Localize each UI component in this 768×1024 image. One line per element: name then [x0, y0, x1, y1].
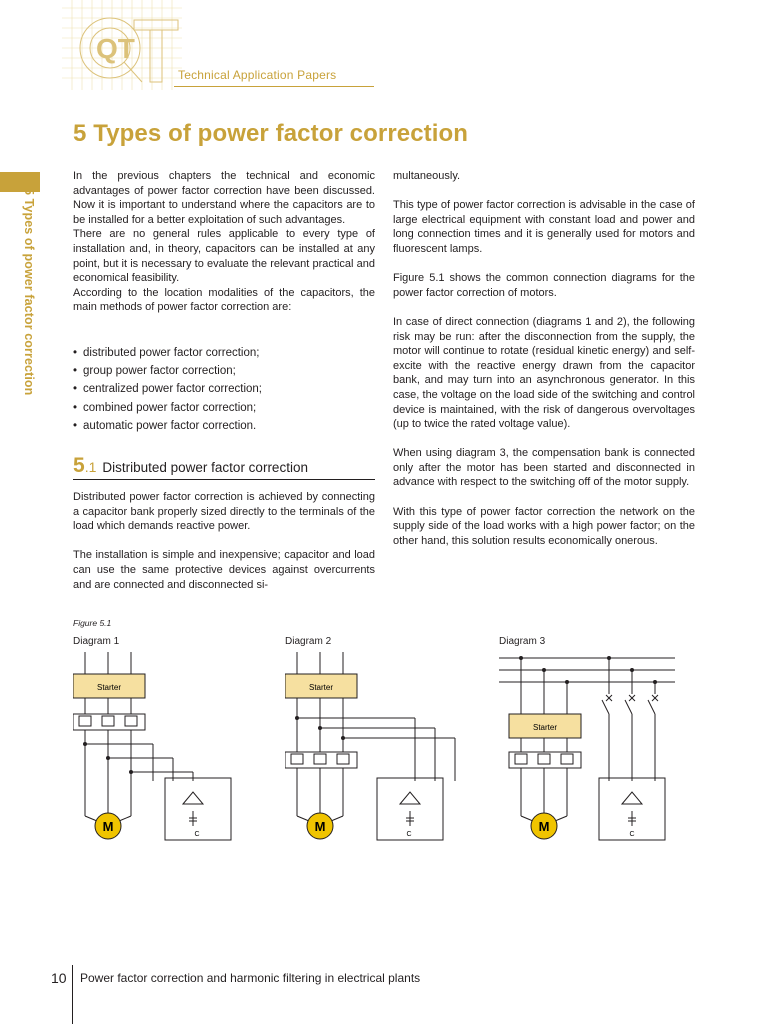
capacitor-label: C [629, 831, 635, 838]
side-chapter-label: 5 Types of power factor correction [22, 188, 36, 396]
methods-list [73, 344, 262, 435]
diagram-2 [285, 636, 515, 846]
header-rule [174, 86, 374, 87]
list-item: • combined power factor correction; [73, 399, 262, 417]
section-body [73, 490, 375, 607]
qt-logo [52, 0, 202, 100]
section-subnumber: .1 [84, 459, 97, 475]
diagram-2-schematic [285, 636, 515, 846]
paragraph: When using diagram 3, the compensation bank is connected only after the motor has been started and disconnected in advance with respect to the switching off of the motor supply. [393, 447, 695, 489]
diagram-title: Diagram 2 [285, 636, 332, 647]
paragraph: This type of power factor correction is advisable in the case of large electrical equipment with constant load and power and long connection times and it is generally used for motors and fluorescent lamps. [393, 199, 695, 255]
series-title: Technical Application Papers [178, 68, 337, 82]
section-title: Distributed power factor correction [102, 460, 308, 475]
paragraph: Figure 5.1 shows the common connection diagrams for the power factor correction of motors. [393, 272, 695, 299]
chapter-title: 5 Types of power factor correction [73, 120, 469, 147]
motor-label: M [314, 819, 326, 834]
footer-rule [72, 965, 73, 1024]
figure-label: Figure 5.1 [73, 618, 112, 628]
paragraph: In case of direct connection (diagrams 1 and 2), the following risk may be run: after the disconnection from the supply, the motor will continue to rotate (residual kinetic energy) and self-excite with the reactive energy drawn from the capacitor bank, and may turn into an asynchronous generator. In this case, the voltage on the load side of the switching and control device is maintained, with the risk of dangerous overvoltages (up to twice the rated voltage value). [393, 315, 695, 431]
paragraph: According to the location modalities of the capacitors, the main methods of power factor correction are: [73, 286, 375, 314]
capacitor-label: C [194, 831, 200, 838]
paragraph: Distributed power factor correction is achieved by connecting a capacitor bank properly sized directly to the terminals of the load which demands reactive power. [73, 491, 375, 533]
starter-label: Starter [96, 683, 122, 692]
list-item: • automatic power factor correction. [73, 417, 262, 435]
column-2 [393, 169, 695, 563]
paragraph: The installation is simple and inexpensive; capacitor and load can use the same protective devices against overcurrents and are connected and disconnected si- [73, 549, 375, 591]
paragraph: There are no general rules applicable to every type of installation and, in theory, capacitors can be installed at any point, but it is necessary to evaluate the relevant practical and economical feasibility. [73, 228, 375, 285]
diagram-title: Diagram 3 [499, 636, 546, 647]
list-item: • group power factor correction; [73, 362, 262, 380]
paragraph: multaneously. [393, 170, 461, 182]
capacitor-label: C [406, 831, 412, 838]
section-heading [73, 454, 375, 478]
section-number: 5 [73, 454, 85, 477]
logo-text: QT [96, 33, 135, 64]
diagram-1-schematic [73, 636, 303, 846]
footer-title: Power factor correction and harmonic filtering in electrical plants [80, 971, 421, 985]
starter-label: Starter [308, 683, 334, 692]
diagram-3-schematic [499, 636, 729, 846]
list-item: • distributed power factor correction; [73, 344, 262, 362]
page-number: 10 [51, 970, 67, 986]
diagram-title: Diagram 1 [73, 636, 120, 647]
diagram-3 [499, 636, 729, 846]
paragraph: With this type of power factor correction the network on the supply side of the load works with a high power factor; on the other hand, this solution results economically onerous. [393, 505, 695, 547]
diagram-1 [73, 636, 303, 846]
motor-label: M [538, 819, 550, 834]
section-rule [73, 479, 375, 480]
paragraph: In the previous chapters the technical and economic advantages of power factor correction have been discussed. Now it is important to understand where the capacitors are to be installed for a better exploitation of such advantages. [73, 170, 375, 226]
starter-label: Starter [532, 723, 558, 732]
column-1 [73, 169, 375, 315]
motor-label: M [102, 819, 114, 834]
list-item: • centralized power factor correction; [73, 380, 262, 398]
